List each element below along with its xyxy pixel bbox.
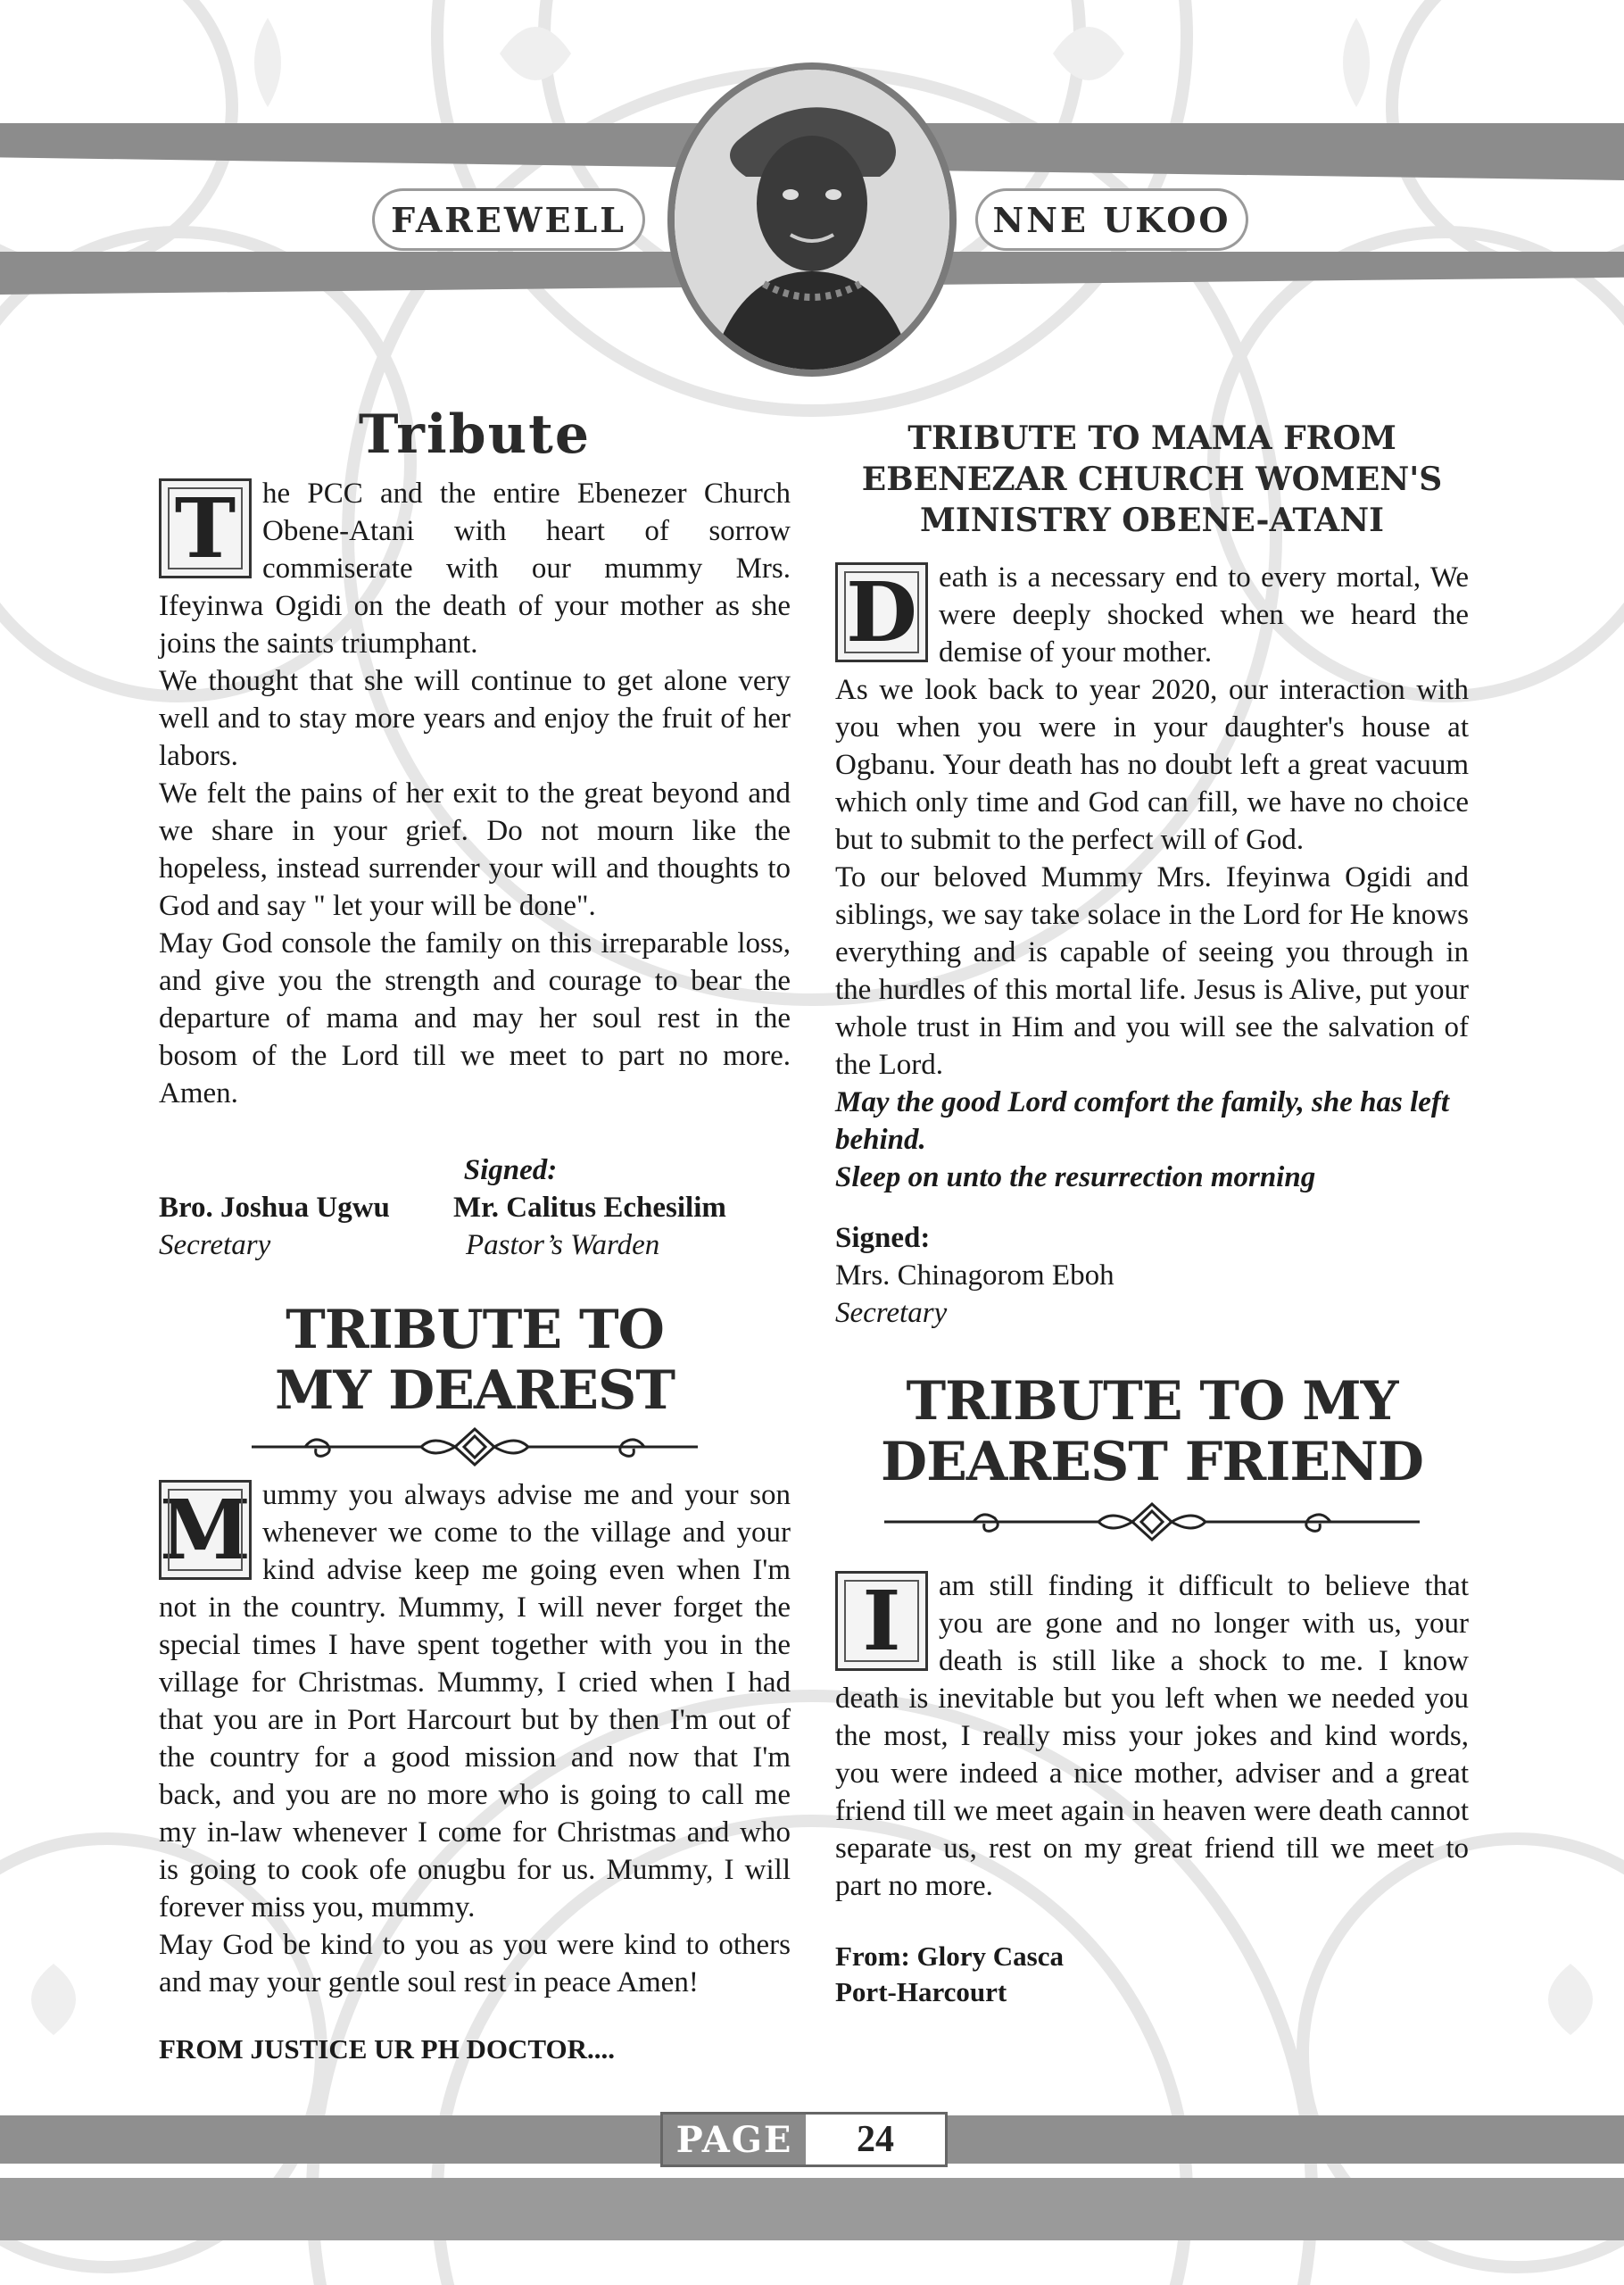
left-column [159,403,791,2065]
mama-paragraph: To our beloved Mummy Mrs. Ifeyinwa Ogidi and siblings, we say take solace in the Lord for He knows everything and is capable of seeing you through in the hurdles of this mortal life. Jesus is Alive, put your whole trust in Him and you will see the salvation of the Lord. [835,861,1469,1081]
tribute-paragraph [159,475,791,662]
signatory-role: Secretary [159,1229,271,1261]
mama-paragraph: As we look back to year 2020, our interaction with you when you were in your daughter's house at Ogbanu. Your death has no doubt left a great vacuum which only time and God can fill, we have no choice but to submit to the perfect will of God. [835,674,1469,856]
friend-title-line-2: DEAREST FRIEND [881,1431,1423,1493]
dearest-paragraph [159,1476,791,1926]
mama-closing: Sleep on unto the resurrection morning [835,1161,1316,1193]
signatory-role: Pastor’s Warden [466,1229,660,1261]
friend-from-name: From: Glory Casca [835,1940,1064,1972]
friend-paragraph-text: am still finding it difficult to believe that you are gone and no longer with us, your death is still like a shock to me. I know death is inevitable but you left when we needed you the most, I really miss your jokes and kind words, you were indeed a nice mother, adviser and a great friend till we meet again in heaven were death cannot separate us, rest on my great friend till we meet to part no more. [835,1570,1469,1902]
dearest-body [159,1476,791,2001]
page-number: 24 [857,2119,894,2160]
friend-from [835,1939,1469,2010]
tribute-title: Tribute [358,403,592,466]
friend-paragraph [835,1567,1469,1905]
signatory-name: Bro. Joshua Ugwu [159,1192,390,1224]
dearest-from: FROM JUSTICE UR PH DOCTOR.... [159,2033,615,2065]
mama-paragraph-text: eath is a necessary end to every mortal, We were deeply shocked when we heard the demise of your mother. [939,561,1469,669]
tribute-body [159,475,791,1112]
dropcap-m: M [160,1482,251,1578]
tribute-paragraph-text: he PCC and the entire Ebenezer Church Obene-Atani with heart of sorrow commiserate with our mummy Mrs. Ifeyinwa Ogidi on the death of your mother as she joins the saints triumphant. [159,478,791,660]
mama-title-line-1: TRIBUTE TO MAMA FROM [907,420,1396,457]
dearest-title-line-2: MY DEAREST [274,1359,675,1422]
dropcap-i: I [835,1571,928,1671]
mama-closing: May the good Lord comfort the family, she has left behind. [835,1086,1450,1156]
footer-band-bottom [0,2178,1624,2240]
header-farewell-label: FAREWELL [375,191,642,248]
friend-title-line-1: TRIBUTE TO MY [906,1370,1398,1433]
dropcap-d: D [835,562,928,662]
tribute-signatures [159,1151,791,1264]
mama-body [835,559,1469,1196]
mama-title-line-3: MINISTRY OBENE-ATANI [920,502,1384,539]
ornament-divider [252,1425,698,1469]
tribute-paragraph: We felt the pains of her exit to the great beyond and we share in your grief. Do not mourn like the hopeless, instead surrender your will and thoughts to God and say " let your will be done". [159,777,791,922]
dearest-paragraph-text: ummy you always advise me and your son whenever we come to the village and your kind advise keep me going even when I'm not in the country. Mummy, I will never forget the special times I have spent together with you in the village for Christmas. Mummy, I cried when I had that you are in Port Harcourt but by then I'm out of the country for a good mission and now that I'm back, and you are no more who is going to call me my in-law whenever I come for Christmas and who is going to cook ofe onugbu for us. Mummy, I will forever miss you, mummy. [159,1479,791,1924]
page-indicator [660,2112,948,2167]
dearest-paragraph: May God be kind to you as you were kind to others and may your gentle soul rest in peace Amen! [159,1929,791,1998]
tribute-paragraph: We thought that she will continue to get alone very well and to stay more years and enjoy the fruit of her labors. [159,665,791,772]
right-column [835,418,1469,2010]
tribute-paragraph: May God console the family on this irreparable loss, and give you the strength and courage to bear the departure of mama and may her soul rest in the bosom of the Lord till we meet to part no more. Amen. [159,927,791,1109]
portrait-photo [667,62,957,377]
signatory-name: Mr. Calitus Echesilim [453,1192,726,1224]
signatory-role: Secretary [835,1297,948,1329]
mama-paragraph [835,559,1469,671]
dropcap-t: T [159,478,252,578]
mama-title-line-2: EBENEZAR CHURCH WOMEN'S [861,461,1443,498]
header-nne-ukoo-label: NNE UKOO [978,191,1246,248]
ornament-divider [884,1500,1420,1544]
signatory-name: Mrs. Chinagorom Eboh [835,1259,1114,1292]
mama-signatures [835,1219,1469,1332]
signed-label: Signed: [463,1154,558,1186]
page-label: PAGE [663,2115,806,2165]
friend-body [835,1567,1469,1905]
friend-from-place: Port-Harcourt [835,1976,1007,2007]
dearest-title-line-1: TRIBUTE TO [286,1299,664,1361]
signed-label: Signed: [835,1222,931,1254]
